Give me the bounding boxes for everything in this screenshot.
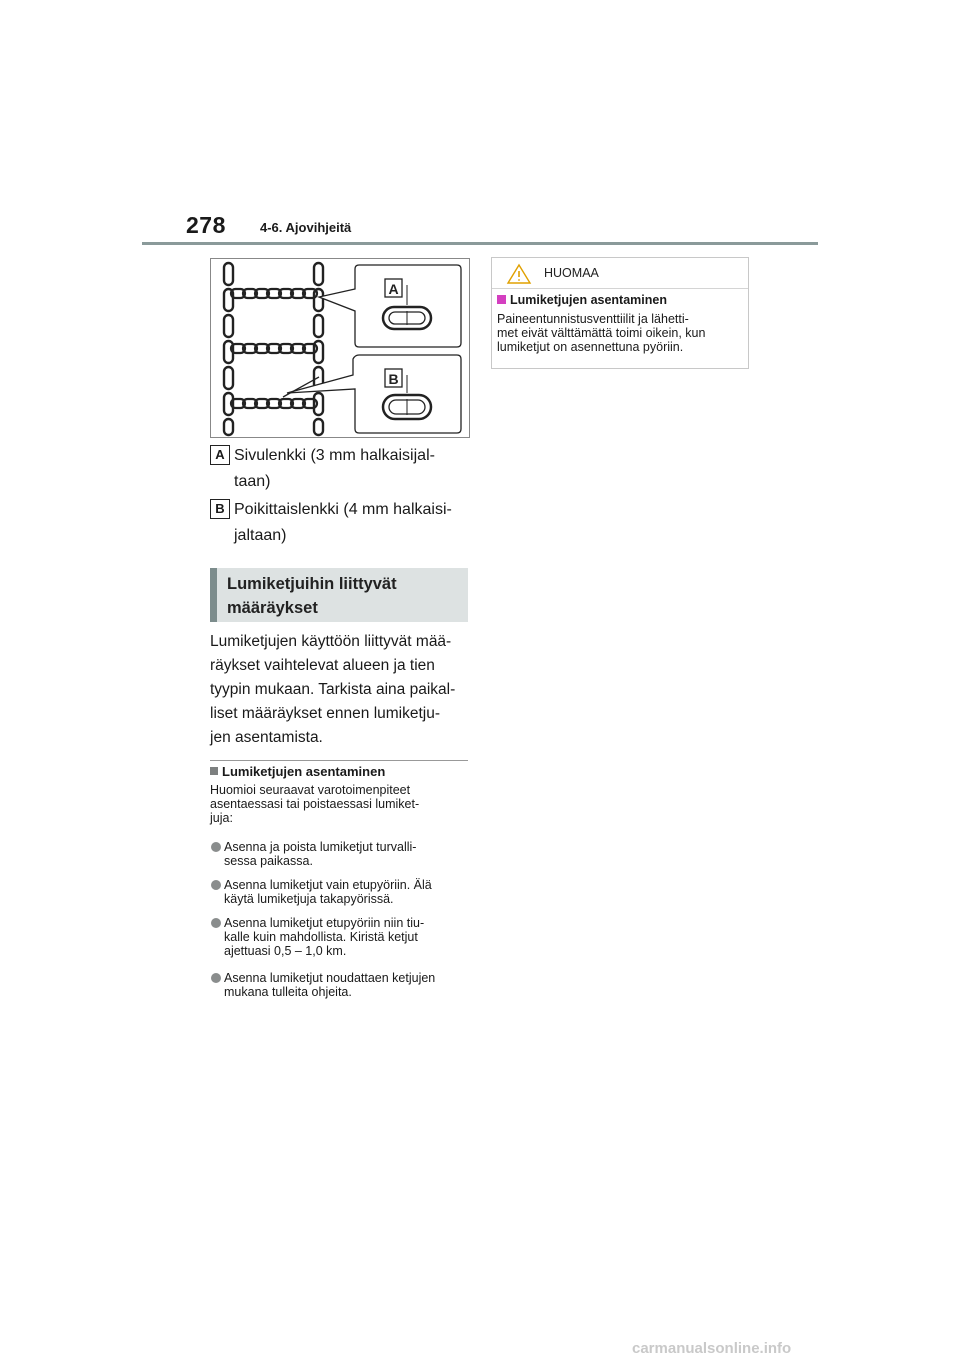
figure-label-a: A [388, 281, 399, 297]
body-line: jen asentamista. [210, 729, 323, 746]
bullet-line: Asenna ja poista lumiketjut turvalli- [224, 840, 417, 854]
notice-title-text: Lumiketjujen asentaminen [510, 293, 667, 307]
notice-box [491, 257, 749, 369]
subsection-intro [210, 783, 468, 825]
bullet-line: Asenna lumiketjut etupyöriin niin tiu- [224, 916, 425, 930]
intro-line: juja: [210, 811, 233, 825]
body-line: tyypin mukaan. Tarkista aina paikal- [210, 681, 456, 698]
bullet-line: kalle kuin mahdollista. Kiristä ketjut [224, 930, 418, 944]
section-title: 4-6. Ajovihjeitä [260, 220, 352, 235]
notice-line: Paineentunnistusventtiilit ja lähetti- [497, 312, 689, 326]
warning-triangle-icon [506, 263, 532, 285]
subsection-title [210, 764, 385, 779]
callout-panel-b [287, 355, 461, 433]
header-rule [142, 242, 818, 245]
bullet-line: mukana tulleita ohjeita. [224, 985, 352, 999]
notice-body [497, 312, 745, 354]
heading-line1: Lumiketjuihin liittyvät [227, 575, 397, 593]
bullet-line: Asenna lumiketjut noudattaen ketjujen [224, 971, 436, 985]
body-paragraph [210, 630, 470, 750]
callout-b-line2: jaltaan) [234, 527, 287, 544]
bullet-item [210, 878, 468, 906]
body-line: Lumiketjujen käyttöön liittyvät mää- [210, 633, 452, 650]
notice-line: lumiketjut on asennettuna pyöriin. [497, 340, 684, 354]
subsection-title-text: Lumiketjujen asentaminen [222, 764, 386, 779]
bullet-dot-icon [211, 842, 221, 852]
section-heading [210, 568, 468, 622]
intro-line: Huomioi seuraavat varotoimenpiteet [210, 783, 411, 797]
subsection-rule [210, 760, 468, 761]
notice-header [492, 258, 748, 289]
square-bullet-icon [210, 767, 218, 775]
bullet-line: sessa paikassa. [224, 854, 313, 868]
square-bullet-icon [497, 295, 506, 304]
snow-chain-illustration [210, 258, 470, 438]
bullet-line: Asenna lumiketjut vain etupyöriin. Älä [224, 878, 432, 892]
bullet-line: käytä lumiketjuja takapyörissä. [224, 892, 394, 906]
callout-b [210, 497, 470, 549]
callout-a-line2: taan) [234, 473, 271, 490]
bullet-item [210, 916, 468, 958]
bullet-dot-icon [211, 880, 221, 890]
callout-a-line1: Sivulenkki (3 mm halkaisijal- [234, 447, 435, 464]
bullet-dot-icon [211, 973, 221, 983]
notice-title [497, 293, 667, 307]
page-number: 278 [186, 212, 226, 238]
callout-letter-b: B [210, 499, 230, 519]
callout-letter-a: A [210, 445, 230, 465]
chain-drawing [211, 259, 469, 437]
watermark: carmanualsonline.info [632, 1340, 792, 1357]
notice-label: HUOMAA [544, 266, 599, 280]
heading-line2: määräykset [227, 599, 318, 617]
bullet-dot-icon [211, 918, 221, 928]
figure-label-b: B [388, 371, 399, 387]
bullet-line: ajettuasi 0,5 – 1,0 km. [224, 944, 347, 958]
notice-line: met eivät välttämättä toimi oikein, kun [497, 326, 706, 340]
bullet-item [210, 971, 468, 999]
body-line: räykset vaihtelevat alueen ja tien [210, 657, 435, 674]
intro-line: asentaessasi tai poistaessasi lumiket- [210, 797, 420, 811]
callout-panel-a [319, 265, 461, 347]
callout-b-line1: Poikittaislenkki (4 mm halkaisi- [234, 501, 452, 518]
bullet-item [210, 840, 468, 868]
body-line: liset määräykset ennen lumiketju- [210, 705, 441, 722]
callout-a [210, 443, 470, 495]
